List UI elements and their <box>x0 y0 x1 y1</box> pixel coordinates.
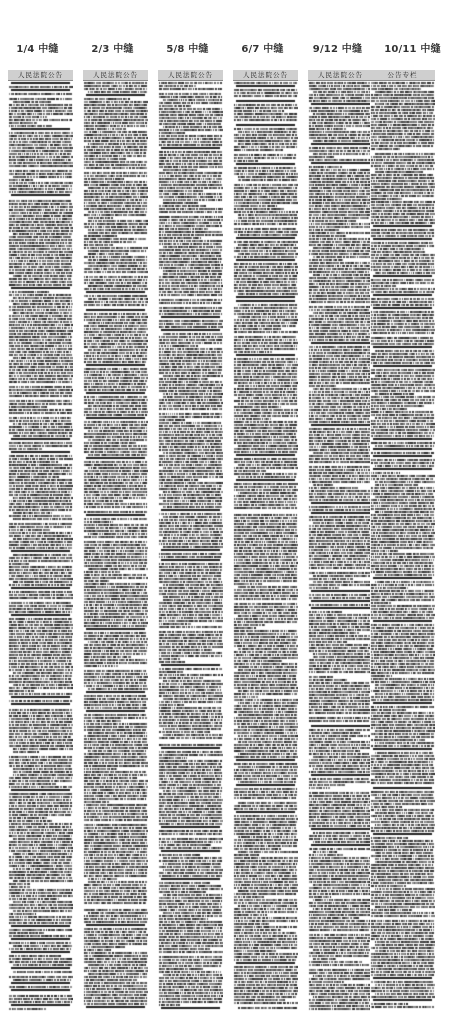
column-label-1: 1/4 中缝 <box>16 44 59 55</box>
strip-header: 人民法院公告 <box>8 70 73 81</box>
strip-header: 人民法院公告 <box>158 70 223 81</box>
text-texture <box>83 81 148 1011</box>
text-texture <box>308 81 373 1011</box>
notice-strip-4 <box>233 70 298 1011</box>
text-texture <box>158 81 223 1011</box>
notice-text-block <box>233 81 298 1011</box>
notice-text-block <box>370 81 435 1011</box>
notice-text-block <box>8 81 73 1011</box>
notice-strip-5 <box>308 70 373 1011</box>
column-labels <box>0 0 450 62</box>
column-label-2: 2/3 中缝 <box>91 44 134 55</box>
text-texture <box>233 81 298 1011</box>
notice-strip-6 <box>370 70 435 1011</box>
text-texture <box>370 81 435 1011</box>
notice-strip-1 <box>8 70 73 1011</box>
notice-strip-2 <box>83 70 148 1011</box>
column-label-3: 5/8 中缝 <box>166 44 209 55</box>
strip-header: 公告专栏 <box>370 70 435 81</box>
column-label-5: 9/12 中缝 <box>312 44 363 55</box>
column-label-6: 10/11 中缝 <box>384 44 441 55</box>
notice-text-block <box>308 81 373 1011</box>
strip-header: 人民法院公告 <box>308 70 373 81</box>
column-label-4: 6/7 中缝 <box>241 44 284 55</box>
strip-header: 人民法院公告 <box>83 70 148 81</box>
notice-text-block <box>83 81 148 1011</box>
notice-text-block <box>158 81 223 1011</box>
notice-strip-3 <box>158 70 223 1011</box>
text-texture <box>8 81 73 1011</box>
strip-header: 人民法院公告 <box>233 70 298 81</box>
